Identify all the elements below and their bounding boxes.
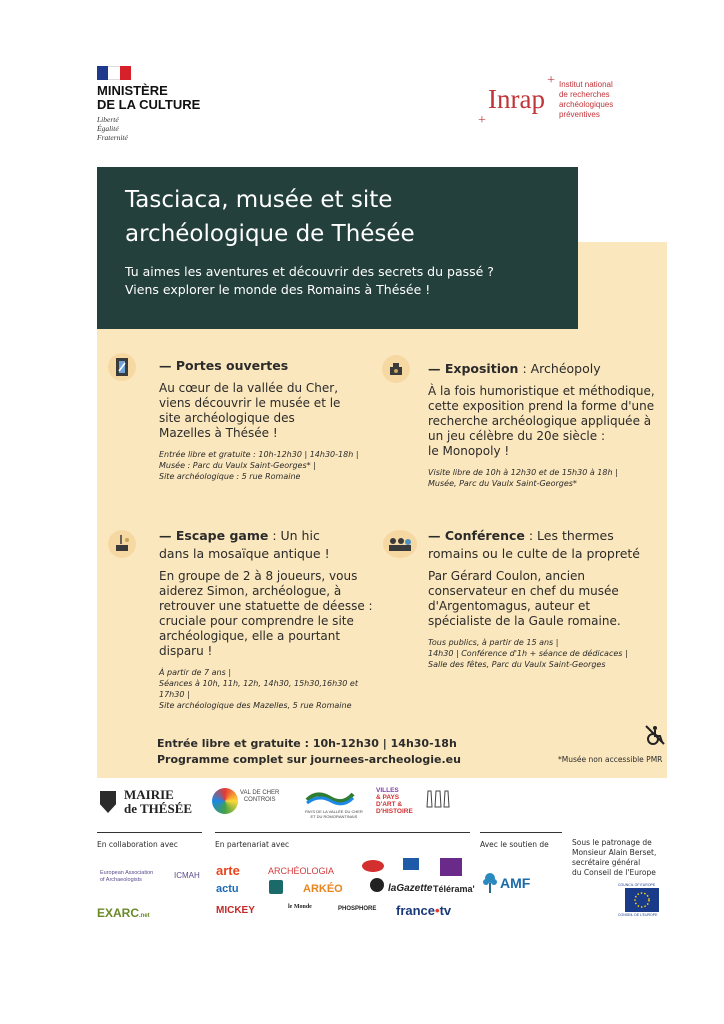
shield-icon: [100, 791, 116, 813]
council-of-europe-label: COUNCIL OF EUROPE: [618, 883, 656, 887]
section-body: Par Gérard Coulon, ancien conservateur en chef du musée d'Argentomagus, auteur et spécialiste de la Gaule romaine.: [428, 569, 621, 628]
mairie-name: MAIRIE de THÉSÉE: [124, 787, 193, 816]
title-banner: [97, 167, 578, 329]
phosphore-logo: PHOSPHORE: [338, 906, 377, 912]
council-of-europe-flag-icon: [625, 888, 659, 912]
section-heading: — Conférence : Les thermes romains ou le culte de la propreté: [428, 528, 640, 561]
ministry-name: MINISTÈRE DE LA CULTURE: [97, 83, 201, 112]
valdecher-emblem-icon: [212, 788, 238, 814]
exarc-logo: EXARC.net: [97, 906, 150, 920]
section-heading: — Exposition : Archéopoly: [428, 361, 601, 376]
section-info: Tous publics, à partir de 15 ans | 14h30 | Conférence d'1h + séance de dédicaces | Salle des fêtes, Parc du Vaulx Saint-Georges: [428, 638, 628, 669]
page-title: Tasciaca, musée et site archéologique de Thésée: [125, 187, 415, 247]
plus-icon: +: [547, 73, 555, 88]
inrap-wordmark: Inrap + +: [478, 73, 555, 128]
partnership-label: En partenariat avec: [215, 840, 290, 849]
collaboration-label: En collaboration avec: [97, 840, 178, 849]
patronage-label: Sous le patronage de Monsieur Alain Berset, secrétaire général du Conseil de l'Europe: [572, 838, 657, 877]
section-body: À la fois humoristique et méthodique, cette exposition prend la forme d'une recherche archéologique appliquée à un jeu célèbre du 20e siècle : le Monopoly !: [428, 384, 655, 458]
mickey-logo: MICKEY: [216, 905, 255, 916]
divider: [215, 832, 470, 833]
divider: [480, 832, 562, 833]
inrap-description: Institut national de recherches archéologiques préventives: [558, 80, 614, 119]
section-body: En groupe de 2 à 8 joueurs, vous aiderez Simon, archéologue, à retrouver une statuette de déesse : cruciale pour comprendre le site archéologique, elle a pourtant disparu !: [159, 569, 373, 658]
camera-icon: [382, 355, 410, 383]
pmr-note: *Musée non accessible PMR: [558, 755, 663, 764]
inrap-logo: [478, 73, 614, 128]
telerama-logo: Télérama': [433, 884, 475, 894]
river-wave-icon: [305, 788, 355, 806]
valdecher-logo: VAL DE CHER CONTROIS: [240, 790, 280, 803]
amphorae-icon: [423, 789, 453, 809]
radio-logo-icon: [362, 860, 384, 872]
magazine-logo-icon: [403, 858, 419, 870]
arkeo-logo: ARKÉO: [303, 883, 343, 895]
wheelchair-crossed-icon: [644, 724, 666, 746]
section-body: Au cœur de la vallée du Cher, viens découvrir le musée et le site archéologique des Mazelles à Thésée !: [159, 381, 341, 440]
archeologia-logo: ARCHÉOLOGIA: [268, 866, 335, 876]
audience-icon: [383, 530, 417, 558]
divider: [97, 832, 202, 833]
mosaic-key-icon: [108, 530, 136, 558]
plus-icon: +: [478, 113, 486, 128]
le-monde-logo: le Monde: [288, 904, 312, 910]
marianne-flag-icon: [97, 66, 131, 80]
page-subtitle: Tu aimes les aventures et découvrir des secrets du passé ? Viens explorer le monde des Romains à Thésée !: [125, 264, 494, 297]
section-heading: — Portes ouvertes: [159, 358, 289, 373]
section-info: Entrée libre et gratuite : 10h-12h30 | 14h30-18h | Musée : Parc du Vaulx Saint-Georges* | Site archéologique : 5 rue Romaine: [159, 450, 359, 481]
tv-channel-icon: [269, 880, 283, 894]
amf-tree-icon: [482, 872, 498, 894]
actu-logo: actu: [216, 883, 239, 895]
section-heading: — Escape game : Un hic dans la mosaïque antique !: [159, 528, 330, 561]
practical-info: Entrée libre et gratuite : 10h-12h30 | 14h30-18h Programme complet sur journees-archeologie.eu: [157, 737, 461, 766]
villes-art-histoire-logo: VILLES & PAYS D'ART & D'HISTOIRE: [376, 787, 413, 815]
support-label: Avec le soutien de: [480, 840, 549, 849]
icmah-logo: ICMAH: [174, 871, 200, 880]
amf-logo: AMF: [500, 875, 531, 891]
pays-logo: PAYS DE LA VALLÉE DU CHER ET DU ROMORANTINAIS: [305, 809, 363, 819]
museum-door-icon: [108, 353, 136, 381]
france-tv-logo: france•tv: [396, 903, 452, 918]
eaa-logo: European Association of Archaeologists: [100, 870, 154, 883]
section-info: À partir de 7 ans | Séances à 10h, 11h, 12h, 14h30, 15h30,16h30 et 17h30 | Site archéologique des Mazelles, 5 rue Romaine: [159, 668, 358, 710]
section-exposition: [428, 360, 668, 489]
ministry-logo: [97, 66, 200, 142]
section-portes-ouvertes: [159, 357, 379, 482]
section-escape-game: [159, 527, 384, 711]
republic-motto: Liberté Égalité Fraternité: [97, 115, 128, 142]
culture-logo-icon: [440, 858, 462, 876]
council-of-europe-label-fr: CONSEIL DE L'EUROPE: [618, 913, 658, 917]
mairie-logo: [100, 788, 192, 816]
section-info: Visite libre de 10h à 12h30 et de 15h30 à 18h | Musée, Parc du Vaulx Saint-Georges*: [428, 468, 618, 488]
arte-logo: arte: [216, 863, 240, 878]
gazette-logo: laGazette: [388, 883, 433, 894]
section-conference: [428, 527, 663, 670]
